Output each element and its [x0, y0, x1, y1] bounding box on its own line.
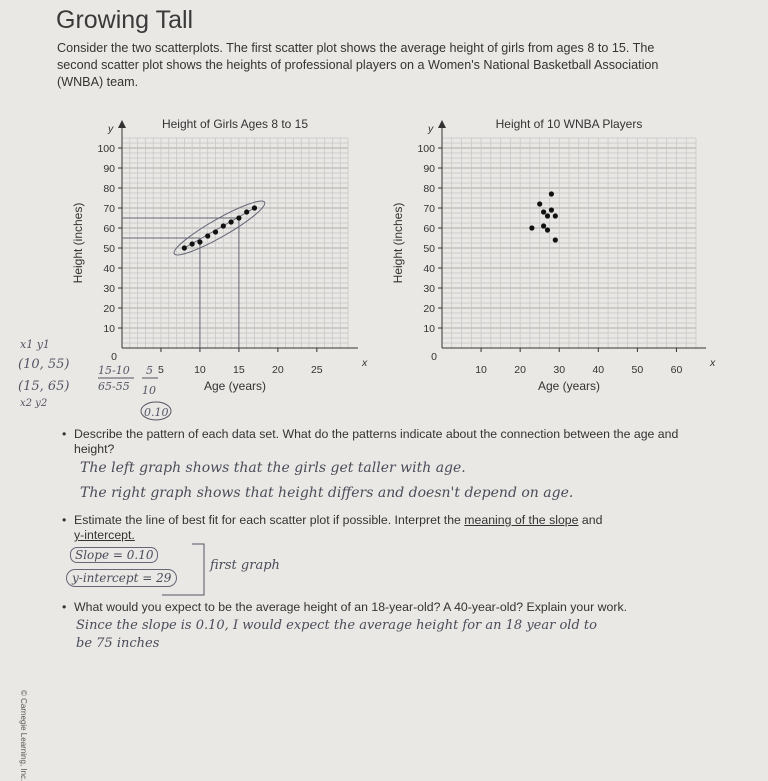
y-tick-label: 70	[103, 203, 115, 215]
question-2-slope-phrase: meaning of the slope	[464, 513, 579, 527]
y-tick-label: 30	[103, 283, 115, 295]
wnba-height-scatterplot	[380, 110, 720, 400]
data-point	[182, 245, 187, 250]
y-axis-title: Height (inches)	[391, 202, 405, 284]
y-tick-label: 60	[103, 223, 115, 235]
data-point	[553, 237, 558, 242]
chart-title: Height of 10 WNBA Players	[495, 117, 643, 131]
data-point	[537, 201, 542, 206]
data-point	[252, 205, 257, 210]
question-2-text: Estimate the line of best fit for each scatter plot if possible. Interpret the	[74, 513, 465, 527]
x-tick-label: 20	[272, 364, 284, 376]
question-1: Describe the pattern of each data set. What do the patterns indicate about the connection between the age and height?	[74, 427, 679, 456]
y-axis-title: Height (inches)	[71, 202, 85, 284]
y-tick-label: 100	[97, 143, 115, 155]
note-calc-top: 15-10	[98, 364, 130, 377]
x-tick-label: 5	[158, 364, 164, 376]
data-point	[553, 213, 558, 218]
data-point	[197, 239, 202, 244]
note-frac-bottom: 10	[142, 384, 156, 397]
answer-1-line-2: The right graph shows that height differs and doesn't depend on age.	[80, 485, 574, 501]
data-point	[545, 213, 550, 218]
y-tick-label: 40	[423, 263, 435, 275]
x-tick-label: 10	[475, 364, 487, 376]
x-axis-title: Age (years)	[203, 379, 267, 393]
origin-label: 0	[431, 351, 437, 363]
x-tick-label: 10	[194, 364, 206, 376]
data-point	[549, 191, 554, 196]
note-calc-bottom: 65-55	[98, 380, 130, 393]
y-tick-label: 70	[423, 203, 435, 215]
y-tick-label: 20	[423, 303, 435, 315]
y-axis-letter: y	[428, 123, 434, 135]
y-axis-arrow	[438, 120, 446, 128]
answer-2-slope: Slope = 0.10	[70, 547, 158, 563]
data-point	[549, 207, 554, 212]
y-tick-label: 20	[103, 303, 115, 315]
y-tick-label: 60	[423, 223, 435, 235]
data-point	[244, 209, 249, 214]
copyright-notice: © Carnegie Learning, Inc.	[19, 690, 28, 781]
x-axis-letter: x	[362, 357, 368, 369]
x-axis-title: Age (years)	[537, 379, 601, 393]
x-tick-label: 40	[592, 364, 605, 376]
bullet-2: •	[62, 513, 67, 527]
question-2	[74, 513, 714, 543]
answer-3-line-1: Since the slope is 0.10, I would expect the average height for an 18 year old to	[76, 618, 597, 633]
page-title: Growing Tall	[56, 6, 194, 34]
answer-2-intercept: y-intercept = 29	[66, 569, 177, 587]
x-tick-label: 30	[553, 364, 566, 376]
x-tick-label: 25	[310, 364, 323, 376]
data-point	[545, 227, 550, 232]
data-point	[190, 241, 195, 246]
data-point	[541, 223, 546, 228]
y-tick-label: 10	[103, 323, 115, 335]
note-point-2: (15, 65)	[18, 379, 70, 394]
y-tick-label: 80	[103, 183, 115, 195]
x-tick-label: 20	[514, 364, 526, 376]
answer-2-note: first graph	[210, 558, 280, 573]
note-point-1: (10, 55)	[18, 357, 70, 372]
data-point	[529, 225, 534, 230]
y-tick-label: 80	[423, 183, 435, 195]
origin-label: 0	[111, 351, 117, 363]
y-axis-letter: y	[108, 123, 114, 135]
y-axis-arrow	[118, 120, 126, 128]
data-point	[236, 215, 241, 220]
bullet-3: •	[62, 600, 67, 614]
question-3: What would you expect to be the average height of an 18-year-old? A 40-year-old? Explain your work.	[74, 600, 628, 614]
answer-2-bracket	[62, 540, 222, 600]
y-tick-label: 90	[423, 163, 435, 175]
note-headers-2: x2 y2	[20, 398, 48, 409]
x-axis-letter: x	[710, 357, 716, 369]
x-tick-label: 60	[670, 364, 683, 376]
note-headers-1: x1 y1	[20, 338, 50, 351]
y-tick-label: 50	[103, 243, 115, 255]
y-tick-label: 50	[423, 243, 435, 255]
data-point	[229, 219, 234, 224]
intro-paragraph: Consider the two scatterplots. The first scatter plot shows the average height of girls from ages 8 to 15. The second scatter plot shows the heights of professional players on a Women's National Basketball Association (WNBA) team.	[57, 41, 659, 89]
question-2-text-end: and	[578, 513, 603, 527]
y-tick-label: 40	[103, 263, 115, 275]
x-tick-label: 50	[631, 364, 644, 376]
chart-title: Height of Girls Ages 8 to 15	[161, 117, 309, 131]
grid	[442, 138, 696, 348]
note-frac-top: 5	[146, 364, 153, 377]
data-point	[213, 229, 218, 234]
grid	[122, 138, 348, 348]
y-tick-label: 100	[417, 143, 435, 155]
answer-1-line-1: The left graph shows that the girls get taller with age.	[80, 460, 466, 476]
y-tick-label: 30	[423, 283, 435, 295]
data-point	[221, 223, 226, 228]
question-2-line-2: y-intercept.	[74, 528, 135, 542]
answer-3-line-2: be 75 inches	[76, 636, 160, 651]
bullet-1: •	[62, 427, 67, 441]
x-tick-label: 15	[233, 364, 245, 376]
data-point	[205, 233, 210, 238]
data-point	[541, 209, 546, 214]
note-slope-result: 0.10	[144, 406, 169, 419]
y-tick-label: 10	[423, 323, 435, 335]
margin-notes	[0, 330, 200, 430]
y-tick-label: 90	[103, 163, 115, 175]
